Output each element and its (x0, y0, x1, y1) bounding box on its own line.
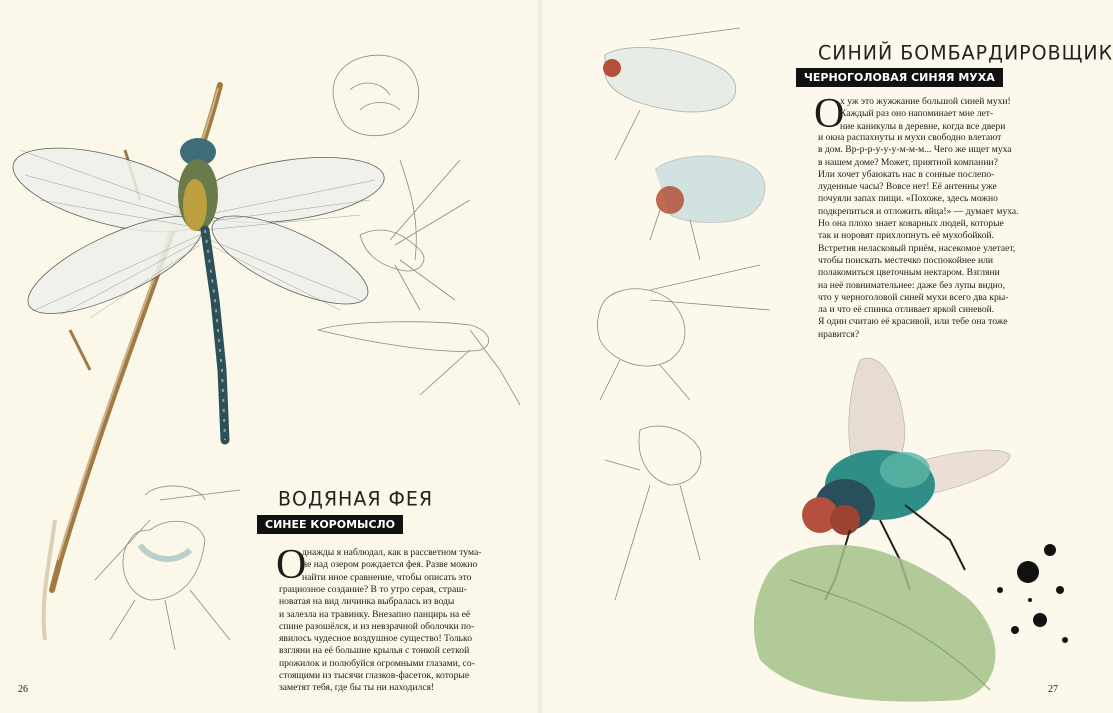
left-body-text-cont (279, 584, 475, 695)
right-line: Я один считаю её красивой, или тебе она тоже (818, 316, 1008, 328)
right-line: ние каникулы в деревне, когда все двери (840, 120, 1006, 132)
right-line: на неё повнимательнее: даже без лупы видно, (818, 279, 1005, 291)
right-subtitle: ЧЕРНОГОЛОВАЯ СИНЯЯ МУХА (796, 68, 1003, 87)
right-body-text-cont (818, 132, 1019, 341)
right-line: Встретив неласковый приём, насекомое улетает, (818, 242, 1016, 254)
right-line: в дом. Вр-р-р-у-у-у-м-м-м... Чего же ищет муха (818, 144, 1012, 156)
right-line: так и норовят прихлопнуть её мухобойкой. (818, 230, 994, 242)
left-line: спине разошёлся, и из невзрачной оболочки по- (279, 620, 475, 632)
left-line: явилось чудесное воздушное существо! Только (279, 633, 472, 645)
left-line: и залезла на травинку. Внезапно панцирь на её (279, 608, 471, 620)
pencil-sketches-right (598, 28, 770, 600)
left-line: найти иное сравнение, чтобы описать это (302, 571, 472, 583)
left-line: не над озером рождается фея. Разве можно (302, 559, 478, 571)
left-line: днажды я наблюдал, как в рассветном тума- (302, 547, 482, 558)
right-line: полакомиться цветочным нектаром. Взгляни (818, 267, 1000, 279)
left-line: взгляни на её большие крылья с тонкой сеткой (279, 645, 470, 657)
right-line: что у черноголовой синей мухи всего два кры- (818, 291, 1009, 303)
left-line: стоящими из тысячи глазков-фасеток, которые (279, 670, 470, 682)
blue-fly-illustration (754, 358, 1068, 702)
left-line: грациозное создание? В то утро серая, страш- (279, 584, 467, 595)
page-number-right: 27 (1048, 684, 1058, 695)
page-number-left: 26 (18, 684, 28, 695)
right-line: нравится? (818, 328, 860, 340)
right-line: и окна распахнуты и мухи свободно влетают (818, 132, 1002, 143)
right-line: чтобы поискать местечко поспокойнее или (818, 254, 994, 266)
right-line: подкрепиться и отложить яйца!» — думает муха. (818, 205, 1019, 217)
dragonfly-illustration (5, 131, 389, 440)
right-line: Каждый раз оно напоминает мне лет- (840, 108, 994, 120)
right-line: х уж это жужжание большой синей мухи! (840, 96, 1011, 107)
left-title: ВОДЯНАЯ ФЕЯ (278, 487, 434, 511)
left-subtitle: СИНЕЕ КОРОМЫСЛО (257, 515, 403, 534)
right-line: ла и что её спинка отливает яркой синевой. (818, 304, 995, 316)
left-line: заметят тебя, где бы ты ни находился! (279, 682, 435, 694)
right-line: в нашем доме? Может, приятной компании? (818, 156, 998, 168)
left-body-text (302, 547, 481, 584)
left-line: новатая на вид личинка выбралась из воды (279, 596, 455, 608)
right-title: СИНИЙ БОМБАРДИРОВЩИК (818, 41, 1113, 65)
left-line: прожилок и полюбуйся огромными глазами, со- (279, 657, 475, 669)
right-dropcap: О (814, 91, 845, 137)
right-body-text (840, 96, 1011, 133)
right-line: почуяли запах пищи. «Похоже, здесь можно (818, 193, 998, 205)
right-line: Или хочет убаюкать нас в сонные послепо- (818, 168, 995, 180)
right-line: Но она плохо знает коварных людей, которые (818, 218, 1004, 230)
left-dropcap: О (276, 542, 307, 588)
right-line: луденные часы? Вовсе нет! Её антенны уже (818, 181, 997, 193)
